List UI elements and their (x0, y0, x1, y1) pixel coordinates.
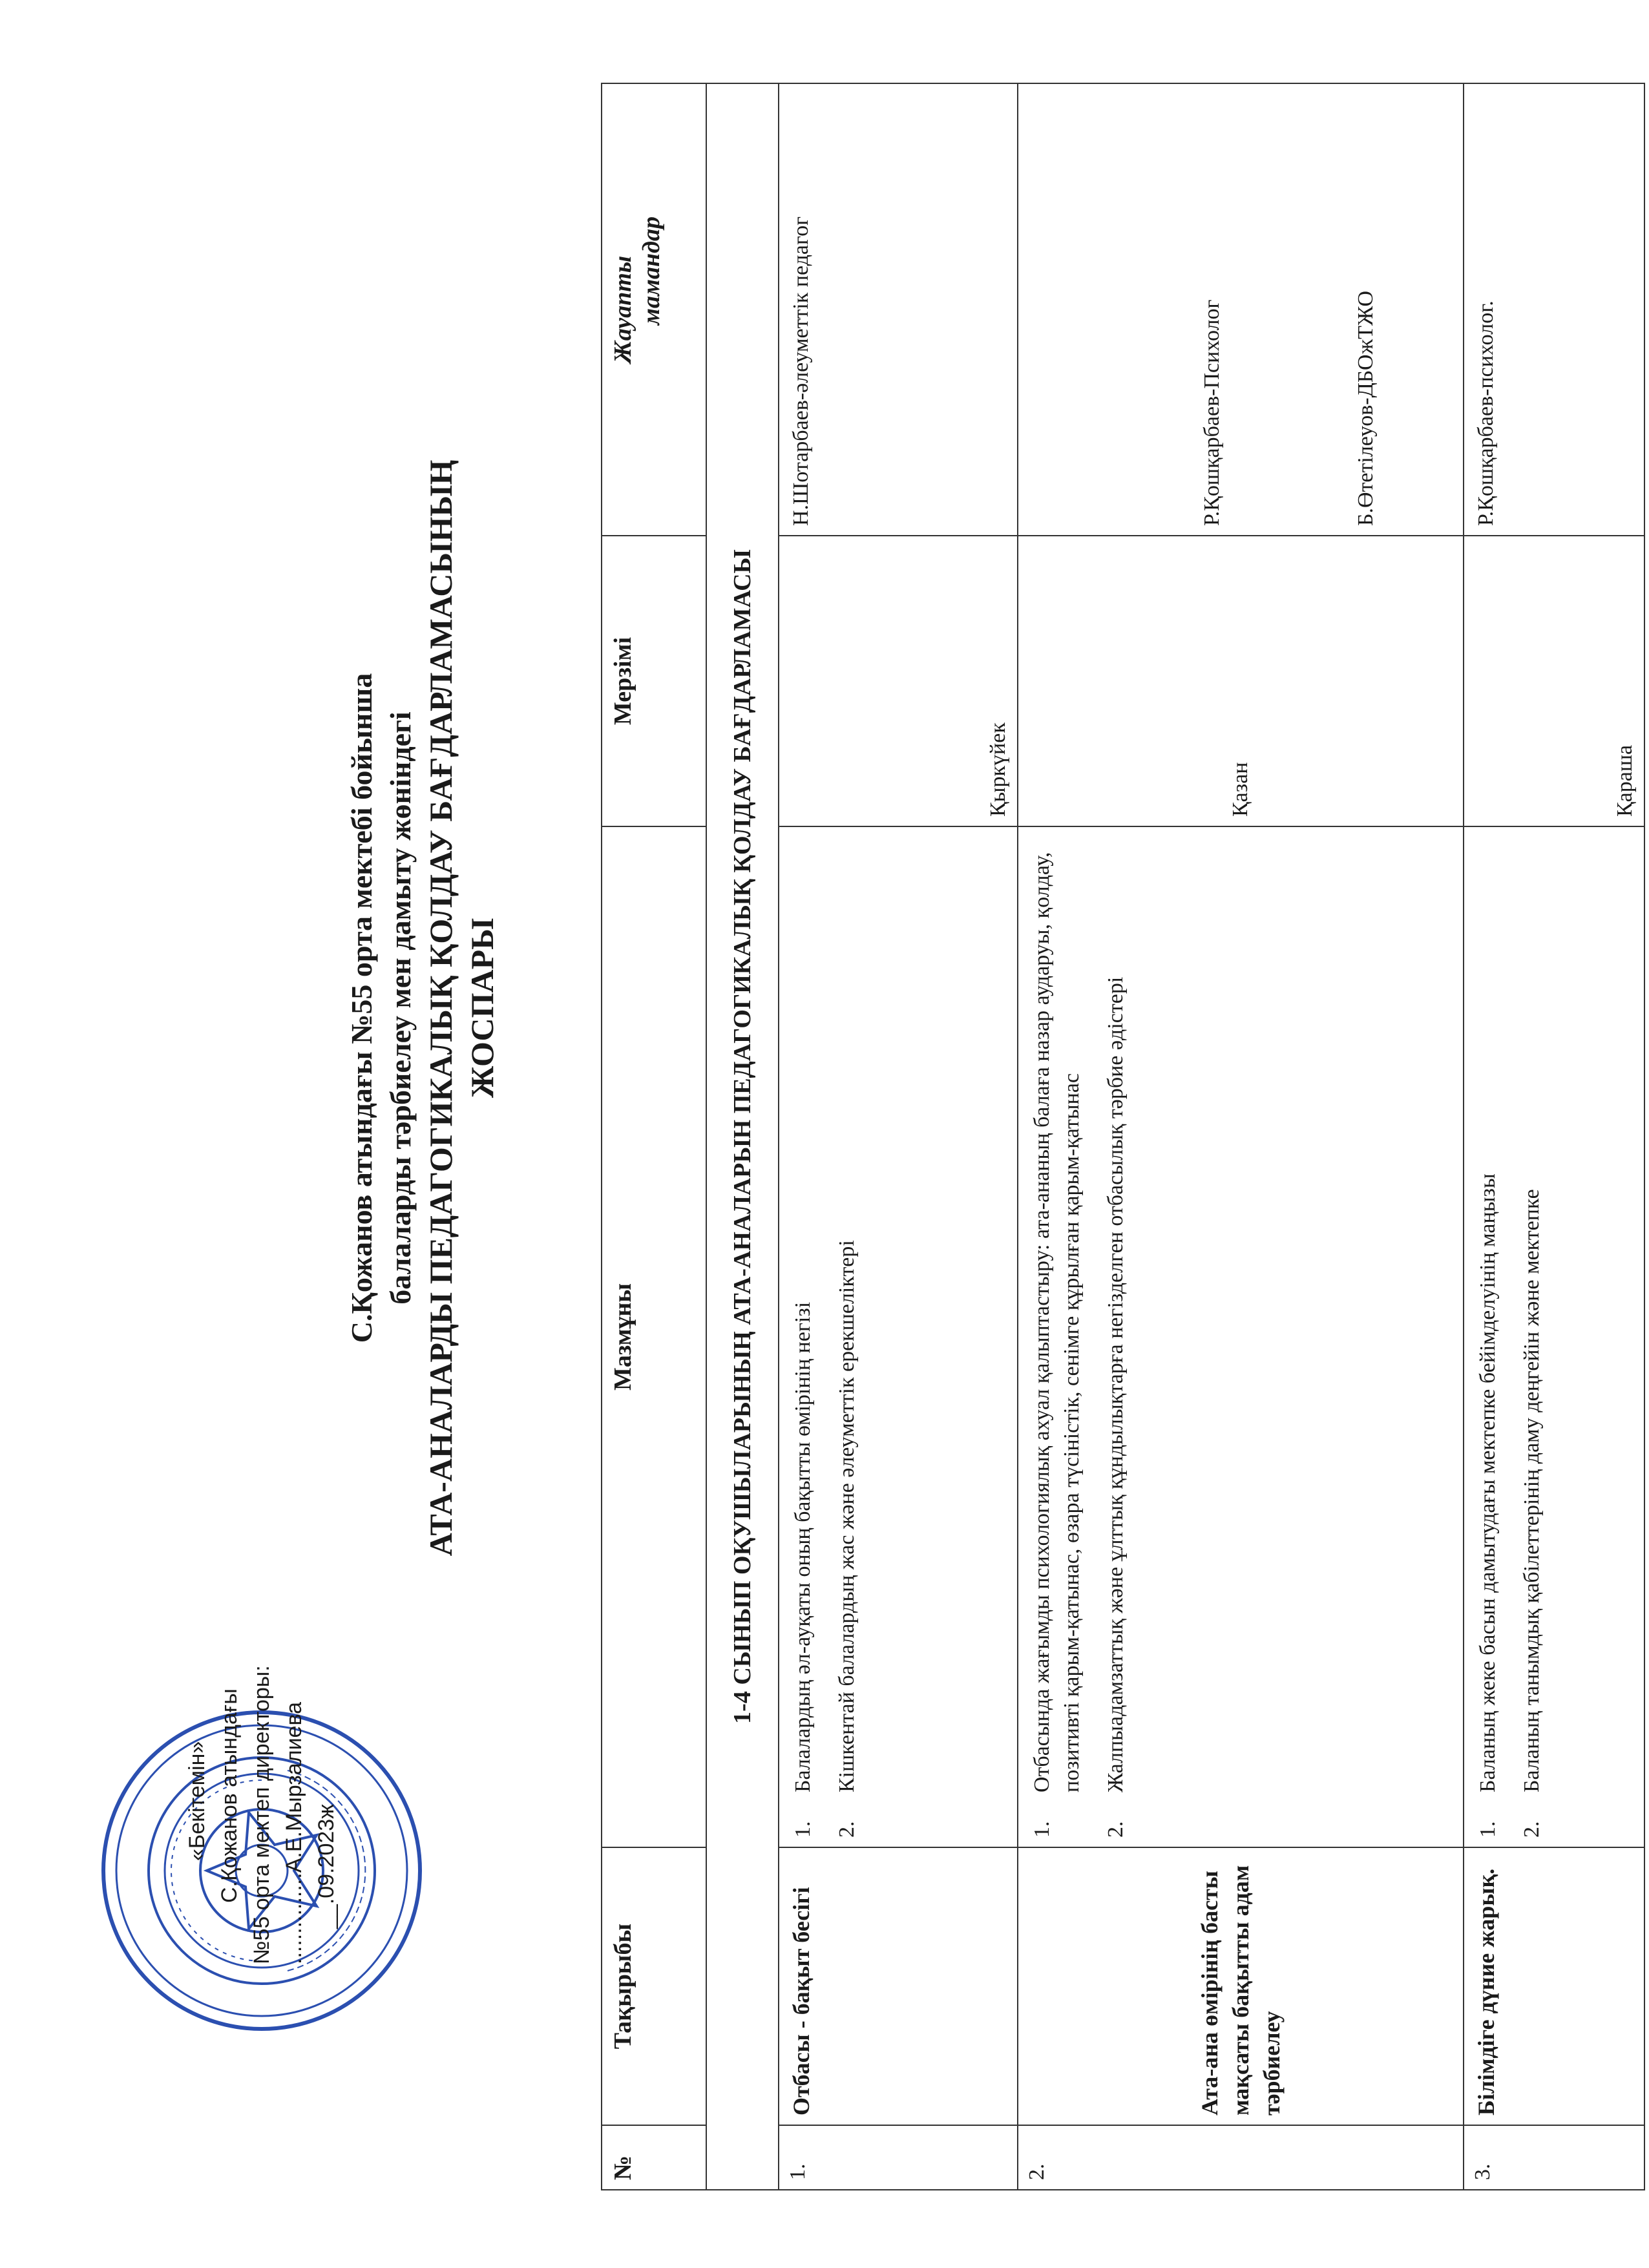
row-responsible (779, 83, 1018, 536)
header-content: Мазмұны (602, 826, 706, 1847)
item-text: Баланың танымдық қабілеттерінің даму деңгейін және мектепке (1520, 1189, 1544, 1792)
list-item (788, 836, 818, 1838)
item-number: 1. (791, 1821, 815, 1838)
row-period: Қыркүйек (779, 536, 1018, 826)
row-topic: Отбасы - бақыт бесігі (779, 1847, 1018, 2125)
title-line-2: балаларды тәрбиелеу мен дамыту жөніндегі (384, 711, 417, 1305)
list-item (1027, 836, 1087, 1838)
table-header-row (602, 83, 706, 2190)
table-row (1018, 83, 1464, 2190)
item-text: Жалпыадамзаттық және ұлттық құндылықтарға негізделген отбасылық тәрбие әдістері (1104, 976, 1128, 1792)
item-number: 2. (835, 1821, 859, 1838)
section-row (706, 83, 779, 2190)
title-line-1: С.Қожанов атындағы №55 орта мектебі бойынша (345, 673, 378, 1343)
document-title (342, 330, 503, 1686)
responsible-person: Р.Қошқарбаев-психолог. (1474, 300, 1498, 526)
list-item (832, 836, 862, 1838)
plan-table (601, 83, 1645, 2190)
list-item (1473, 836, 1503, 1838)
responsible-person: Р.Қошқарбаев-Психолог (1200, 299, 1224, 526)
item-text: Отбасында жағымды психологиялық ахуал қалыптастыру: ата-ананың балаға назар аударуы, қолдау, позитивті қарым-қатынас, өзара түсіністік, сенімге құрылған қарым-қатынас (1030, 852, 1084, 1792)
row-topic: Ата-ана өмірінің басты мақсаты бақытты адам тәрбиелеу (1018, 1847, 1464, 2125)
title-line-4: ЖОСПАРЫ (464, 918, 500, 1098)
row-content (1018, 826, 1464, 1847)
title-line-3: АТА-АНАЛАРДЫ ПЕДАГОГИКАЛЫҚ ҚОЛДАУ БАҒДАРЛАМАСЫНЫҢ (423, 459, 459, 1557)
section-title: 1-4 СЫНЫП ОҚУШЫЛАРЫНЫҢ АТА-АНАЛАРЫН ПЕДАГОГИКАЛЫҚ ҚОЛДАУ БАҒДАРЛАМАСЫ (706, 83, 779, 2190)
list-item (1101, 836, 1131, 1838)
responsible-person: Н.Шотарбаев-әлеуметтік педагог (789, 216, 813, 526)
table-row (1464, 83, 1644, 2190)
item-number: 1. (1030, 1821, 1054, 1838)
row-responsible (1464, 83, 1644, 536)
item-text: Балалардың әл-ауқаты оның бақытты өмірінің негізі (791, 1301, 815, 1792)
header-topic: Тақырыбы (602, 1847, 706, 2125)
item-number: 1. (1476, 1821, 1500, 1838)
approval-line-4: ...............А.Е.Мырзалиева (282, 1701, 306, 1964)
row-topic: Білімдіге дүние жарық. (1464, 1847, 1644, 2125)
row-period: Қазан (1018, 536, 1464, 826)
header-responsible-line-2: мамандар (638, 216, 665, 326)
item-number: 2. (1520, 1821, 1544, 1838)
row-content (779, 826, 1018, 1847)
approval-block (181, 1383, 342, 1964)
approval-line-2: С.Қожанов атындағы (217, 1688, 242, 1903)
responsible-person: Б.Өтетілеуов-ДБОжТЖО (1354, 290, 1378, 526)
row-period: Қараша (1464, 536, 1644, 826)
approval-date: __.09.2023ж (314, 1804, 339, 1929)
row-responsible (1018, 83, 1464, 536)
approval-line-3: №55 орта мектеп директоры: (249, 1665, 274, 1964)
item-text: Кішкентай балалардың жас және әлеуметтік ерекшеліктері (835, 1240, 859, 1792)
table-row (779, 83, 1018, 2190)
row-content (1464, 826, 1644, 1847)
header-responsible (602, 83, 706, 536)
row-num: 1. (779, 2125, 1018, 2190)
header-num: № (602, 2125, 706, 2190)
header-period: Мерзімі (602, 536, 706, 826)
header-responsible-line-1: Жауапты (609, 255, 636, 364)
row-num: 2. (1018, 2125, 1464, 2190)
list-item (1517, 836, 1547, 1838)
item-text: Баланың жеке басын дамытудағы мектепке бейімделуінің маңызы (1476, 1173, 1500, 1792)
approval-line-1: «Бекітемін» (185, 1741, 209, 1861)
row-num: 3. (1464, 2125, 1644, 2190)
item-number: 2. (1104, 1821, 1128, 1838)
